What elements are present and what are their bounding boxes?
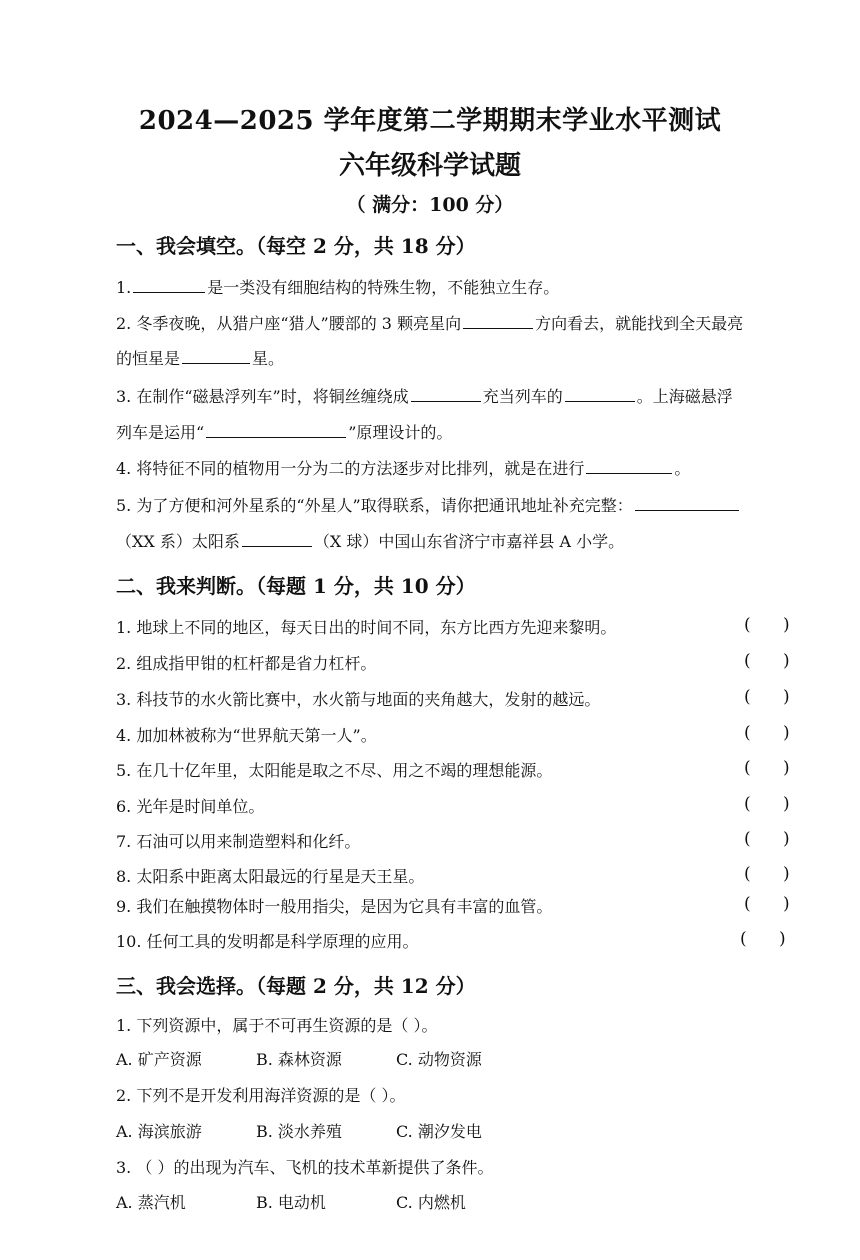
judge-item-4: 4. 加加林被称为“世界航天第一人”。: [116, 726, 377, 745]
s1-q3-text-d: 列车是运用“: [116, 423, 205, 442]
judge-item-5: 5. 在几十亿年里，太阳能是取之不尽、用之不竭的理想能源。: [116, 761, 553, 780]
choice-question-2: 2. 下列不是开发利用海洋资源的是（ ）。: [116, 1086, 406, 1105]
answer-blank[interactable]: [586, 457, 672, 474]
judge-item-2: 2. 组成指甲钳的杠杆都是省力杠杆。: [116, 654, 377, 673]
s1-q3-text-c: 。上海磁悬浮: [636, 387, 733, 406]
choice-option[interactable]: A. 海滨旅游: [116, 1122, 202, 1141]
choice-question-1: 1. 下列资源中，属于不可再生资源的是（ ）。: [116, 1016, 438, 1035]
s1-q1-number: 1.: [116, 278, 132, 297]
s1-question-4: [116, 456, 690, 479]
section1-heading: 一、我会填空。（每空 2 分，共 18 分）: [116, 234, 476, 258]
s1-q2-text-c: 的恒星是: [116, 349, 181, 368]
s1-q2-text-b: 方向看去，就能找到全天最亮: [535, 314, 744, 333]
judge-answer-paren[interactable]: ( ): [744, 794, 790, 814]
choice-option[interactable]: A. 蒸汽机: [116, 1193, 186, 1212]
judge-item-9: 9. 我们在触摸物体时一般用指尖，是因为它具有丰富的血管。: [116, 897, 553, 916]
judge-item-3: 3. 科技节的水火箭比赛中，水火箭与地面的夹角越大，发射的越远。: [116, 690, 601, 709]
section3-heading: 三、我会选择。（每题 2 分，共 12 分）: [116, 974, 476, 998]
s1-q3-text-e: ”原理设计的。: [348, 423, 453, 442]
s1-q5-text-a: 5. 为了方便和河外星系的“外星人”取得联系，请你把通讯地址补充完整：: [116, 496, 633, 515]
judge-answer-paren[interactable]: ( ): [740, 929, 786, 949]
section2-heading: 二、我来判断。（每题 1 分，共 10 分）: [116, 574, 476, 598]
answer-blank[interactable]: [182, 347, 250, 364]
choice-question-3: 3. （ ）的出现为汽车、飞机的技术革新提供了条件。: [116, 1158, 494, 1177]
s1-q1-text: 是一类没有细胞结构的特殊生物，不能独立生存。: [207, 278, 560, 297]
answer-blank[interactable]: [635, 494, 739, 511]
answer-blank[interactable]: [565, 385, 635, 402]
judge-item-6: 6. 光年是时间单位。: [116, 797, 265, 816]
judge-answer-paren[interactable]: ( ): [744, 651, 790, 671]
answer-blank[interactable]: [411, 385, 481, 402]
s1-question-3-line1: [116, 384, 733, 407]
choice-option[interactable]: B. 淡水养殖: [256, 1122, 342, 1141]
exam-title: 2024—2025 学年度第二学期期末学业水平测试: [138, 106, 722, 136]
choice-option[interactable]: C. 内燃机: [396, 1193, 466, 1212]
choice-option[interactable]: C. 潮汐发电: [396, 1122, 482, 1141]
answer-blank[interactable]: [206, 421, 346, 438]
s1-q3-text-b: 充当列车的: [482, 387, 563, 406]
choice-option[interactable]: B. 森林资源: [256, 1050, 342, 1069]
judge-answer-paren[interactable]: ( ): [744, 894, 790, 914]
s1-question-5-line1: [116, 493, 741, 516]
s1-q2-text-a: 2. 冬季夜晚，从猎户座“猎人”腰部的 3 颗亮星向: [116, 314, 462, 333]
judge-answer-paren[interactable]: ( ): [744, 687, 790, 707]
judge-answer-paren[interactable]: ( ): [744, 615, 790, 635]
s1-question-1: [116, 275, 559, 298]
choice-options-3: [116, 1190, 466, 1213]
answer-blank[interactable]: [133, 276, 205, 293]
judge-answer-paren[interactable]: ( ): [744, 864, 790, 884]
choice-option[interactable]: C. 动物资源: [396, 1050, 482, 1069]
s1-q4-text-a: 4. 将特征不同的植物用一分为二的方法逐步对比排列，就是在进行: [116, 459, 585, 478]
choice-options-1: [116, 1047, 482, 1070]
choice-option[interactable]: A. 矿产资源: [116, 1050, 202, 1069]
choice-option[interactable]: B. 电动机: [256, 1193, 326, 1212]
s1-question-5-line2: [116, 529, 624, 552]
s1-q3-text-a: 3. 在制作“磁悬浮列车”时，将铜丝缠绕成: [116, 387, 409, 406]
s1-question-2-line2: [116, 346, 284, 369]
answer-blank[interactable]: [463, 312, 533, 329]
judge-item-7: 7. 石油可以用来制造塑料和化纤。: [116, 832, 361, 851]
judge-answer-paren[interactable]: ( ): [744, 829, 790, 849]
judge-answer-paren[interactable]: ( ): [744, 758, 790, 778]
s1-q5-text-c: （X 球）中国山东省济宁市嘉祥县 A 小学。: [313, 532, 625, 551]
s1-q5-text-b: （XX 系）太阳系: [116, 532, 240, 551]
choice-options-2: [116, 1119, 482, 1142]
s1-question-2-line1: [116, 311, 743, 334]
judge-item-8: 8. 太阳系中距离太阳最远的行星是天王星。: [116, 867, 425, 886]
s1-q2-text-d: 星。: [252, 349, 285, 368]
judge-item-1: 1. 地球上不同的地区，每天日出的时间不同，东方比西方先迎来黎明。: [116, 618, 617, 637]
answer-blank[interactable]: [242, 530, 312, 547]
judge-item-10: 10. 任何工具的发明都是科学原理的应用。: [116, 932, 419, 951]
judge-answer-paren[interactable]: ( ): [744, 723, 790, 743]
s1-q4-text-b: 。: [674, 459, 691, 478]
exam-subtitle: 六年级科学试题: [338, 151, 521, 181]
full-score: （ 满分：100 分）: [346, 194, 514, 216]
s1-question-3-line2: [116, 420, 452, 443]
